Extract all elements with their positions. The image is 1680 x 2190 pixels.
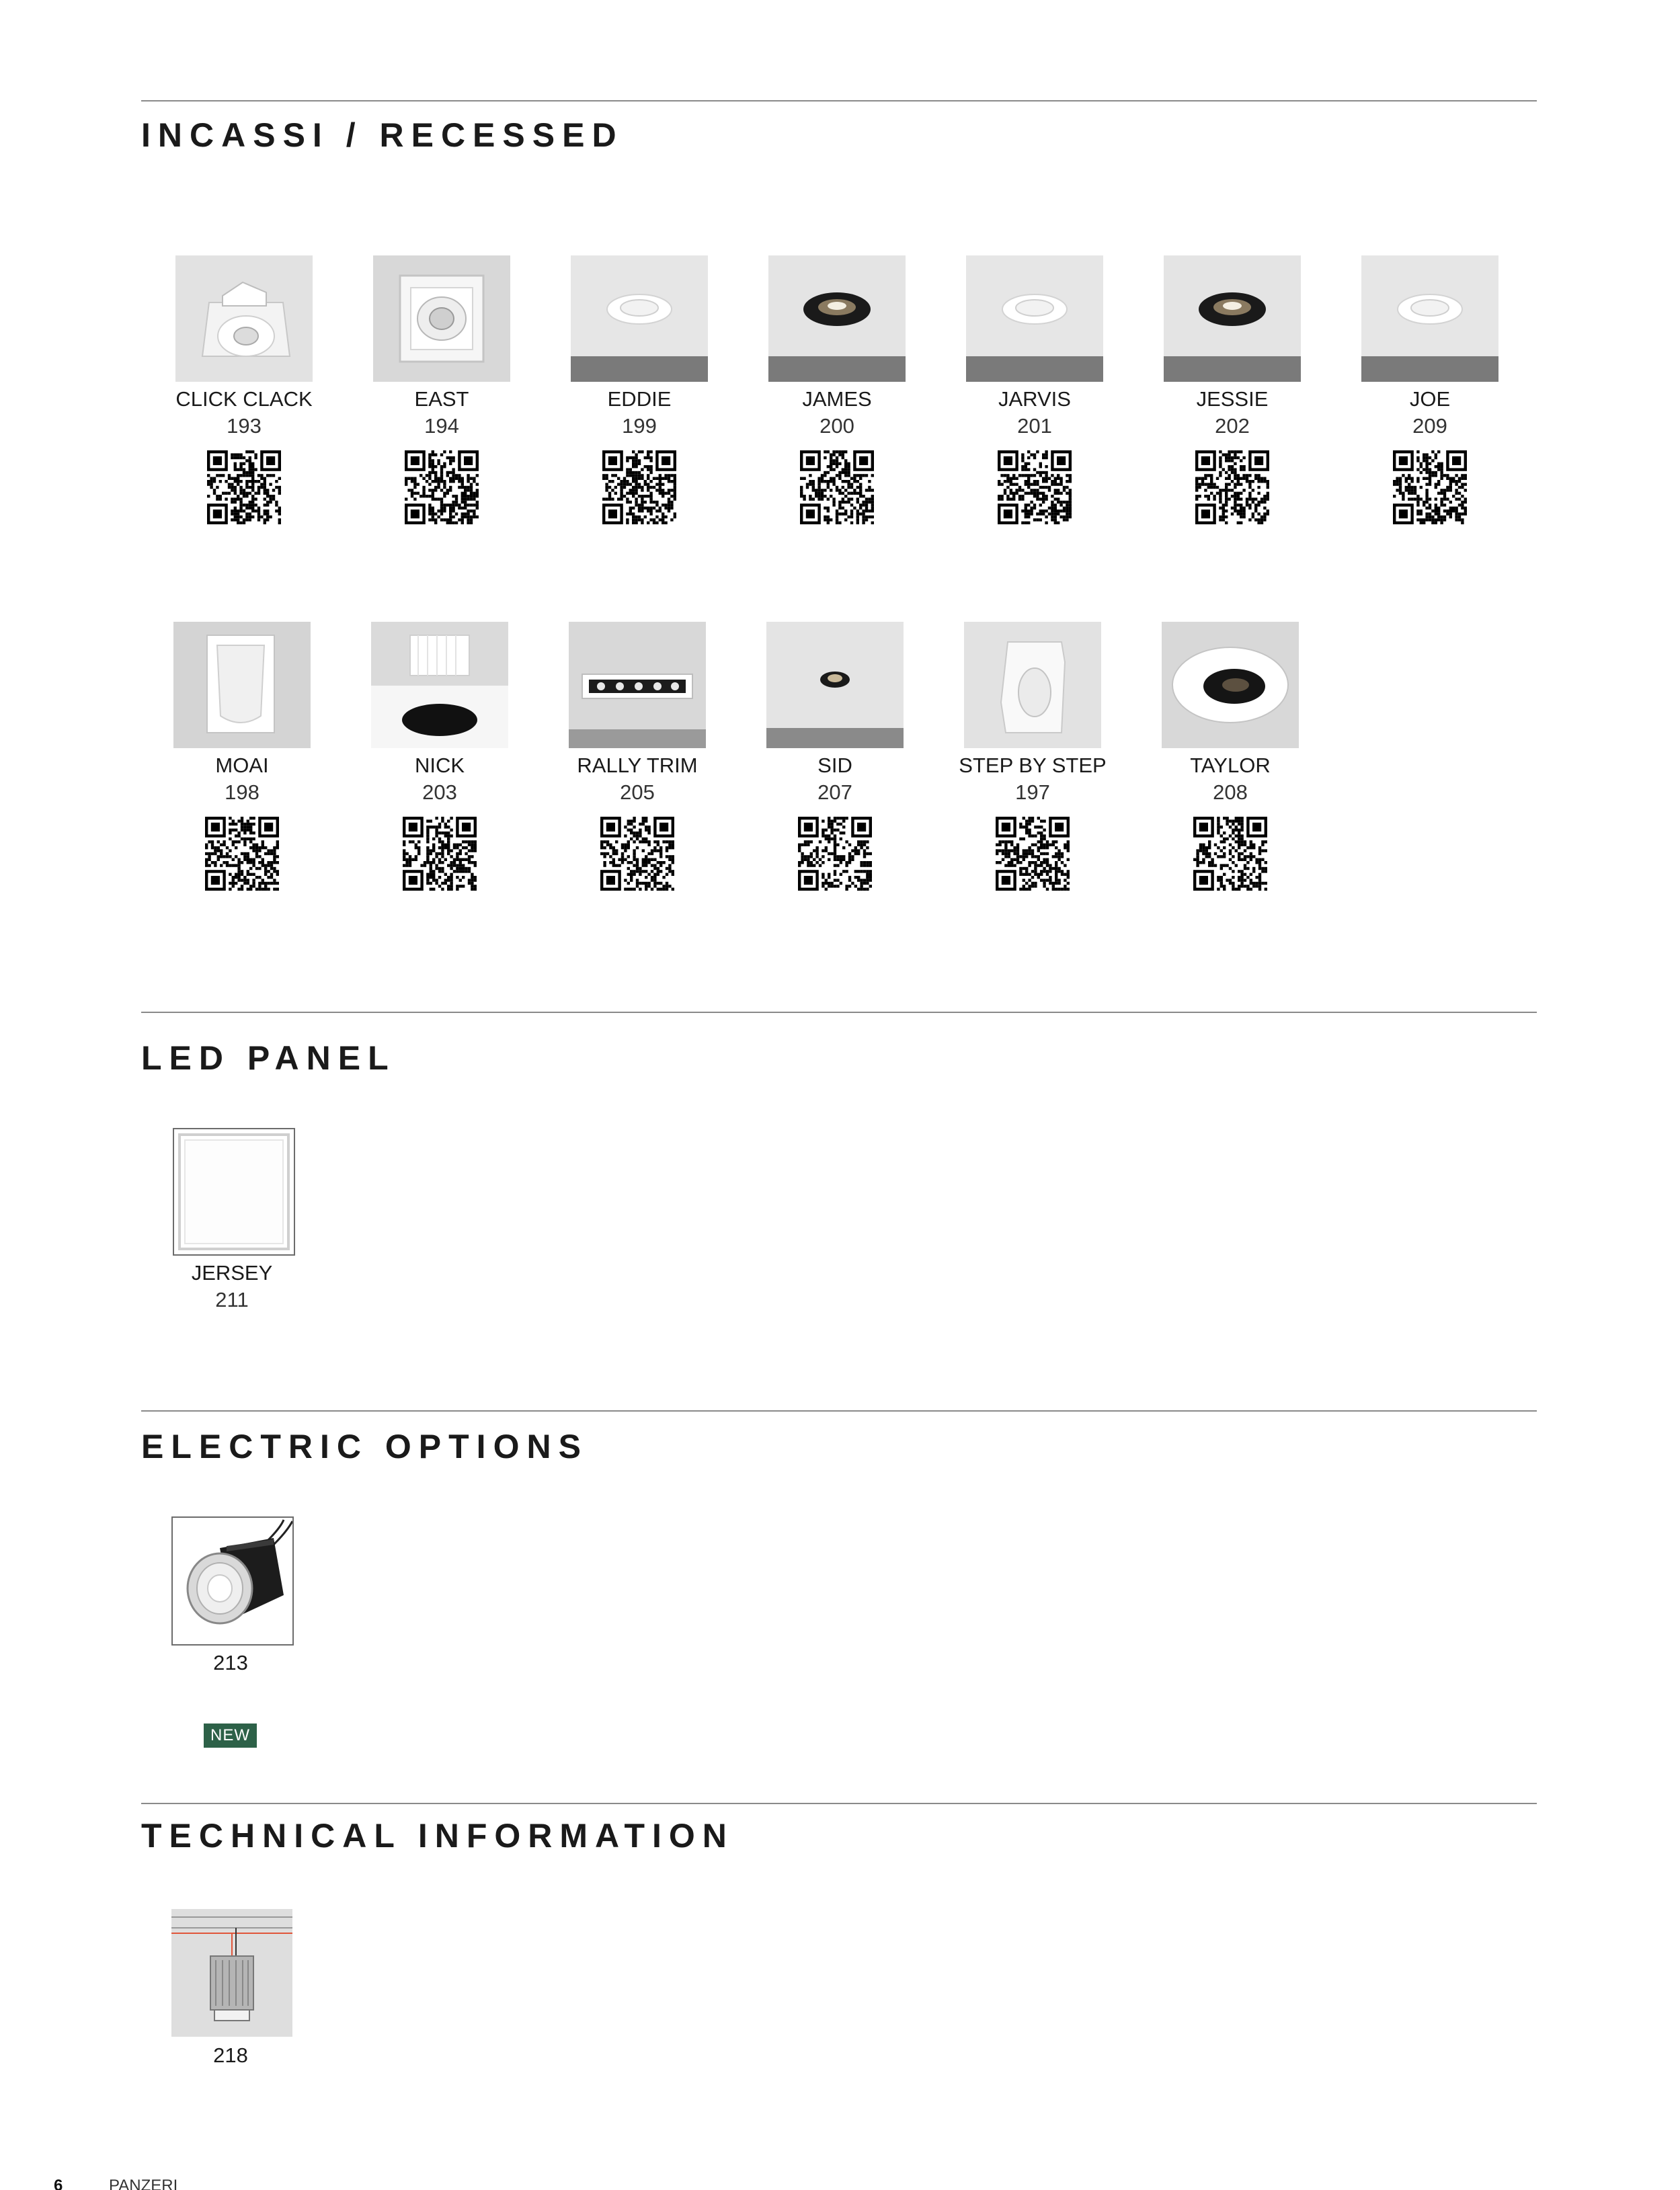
section-divider <box>141 100 1537 102</box>
product-name: MOAI <box>215 754 269 777</box>
qr-code-icon[interactable] <box>1393 450 1467 524</box>
section-title-electric-options: ELECTRIC OPTIONS <box>141 1428 588 1465</box>
product-name: JARVIS <box>998 387 1071 411</box>
product-page-number: 207 <box>817 780 852 804</box>
qr-code-icon[interactable] <box>1195 450 1269 524</box>
recessed-round-white-image <box>571 255 708 382</box>
qr-code-icon[interactable] <box>403 817 477 891</box>
product-page-number: 211 <box>215 1288 249 1311</box>
led-panel-image <box>173 1128 295 1256</box>
recessed-round-white-image <box>1361 255 1498 382</box>
recessed-round-black-image <box>1164 255 1301 382</box>
product-page-number: 201 <box>1017 414 1052 438</box>
product-page-number: 218 <box>213 2043 248 2067</box>
recessed-cylinder-image <box>371 622 508 748</box>
product-page-number: 208 <box>1213 780 1248 804</box>
product-page-number: 198 <box>225 780 259 804</box>
qr-code-icon[interactable] <box>602 450 676 524</box>
product-page-number: 193 <box>227 414 262 438</box>
section-title-technical-information: TECHNICAL INFORMATION <box>141 1817 734 1855</box>
product-name: JOE <box>1409 387 1451 411</box>
product-name: JESSIE <box>1196 387 1269 411</box>
product-name: SID <box>817 754 852 777</box>
qr-code-icon[interactable] <box>1193 817 1267 891</box>
qr-code-icon[interactable] <box>205 817 279 891</box>
section-divider <box>141 1012 1537 1013</box>
product-page-number: 213 <box>213 1651 248 1674</box>
product-name: STEP BY STEP <box>959 754 1107 777</box>
product-name: TAYLOR <box>1190 754 1271 777</box>
product-name: JAMES <box>802 387 872 411</box>
recessed-square-plaster-image <box>373 255 510 382</box>
recessed-step-light-image <box>964 622 1101 748</box>
product-name: JERSEY <box>191 1261 273 1285</box>
section-divider <box>141 1803 1537 1804</box>
product-page-number: 197 <box>1015 780 1050 804</box>
new-badge: NEW <box>204 1723 257 1748</box>
product-name: CLICK CLACK <box>175 387 313 411</box>
product-name: EDDIE <box>607 387 672 411</box>
recessed-wall-plaster-image <box>173 622 311 748</box>
recessed-round-black-image <box>768 255 906 382</box>
qr-code-icon[interactable] <box>998 450 1072 524</box>
product-name: RALLY TRIM <box>577 754 698 777</box>
recessed-square-trimless-image <box>175 255 313 382</box>
qr-code-icon[interactable] <box>207 450 281 524</box>
recessed-mini-round-image <box>766 622 904 748</box>
technical-diagram-image <box>171 1909 292 2037</box>
qr-code-icon[interactable] <box>996 817 1070 891</box>
product-page-number: 202 <box>1215 414 1250 438</box>
product-page-number: 194 <box>424 414 459 438</box>
product-page-number: 200 <box>819 414 854 438</box>
qr-code-icon[interactable] <box>798 817 872 891</box>
section-title-led-panel: LED PANEL <box>141 1039 396 1077</box>
product-name: NICK <box>414 754 465 777</box>
qr-code-icon[interactable] <box>800 450 874 524</box>
qr-code-icon[interactable] <box>600 817 674 891</box>
brand-name: PANZERI <box>109 2177 178 2190</box>
product-page-number: 203 <box>422 780 457 804</box>
page-number: 6 <box>54 2177 63 2190</box>
product-name: EAST <box>414 387 469 411</box>
recessed-round-white-image <box>966 255 1103 382</box>
product-page-number: 205 <box>620 780 655 804</box>
product-page-number: 199 <box>622 414 657 438</box>
recessed-linear-image <box>569 622 706 748</box>
led-module-image <box>171 1516 294 1646</box>
section-title-recessed: INCASSI / RECESSED <box>141 116 624 154</box>
product-page-number: 209 <box>1412 414 1447 438</box>
section-divider <box>141 1410 1537 1412</box>
qr-code-icon[interactable] <box>405 450 479 524</box>
recessed-round-adjustable-image <box>1162 622 1299 748</box>
